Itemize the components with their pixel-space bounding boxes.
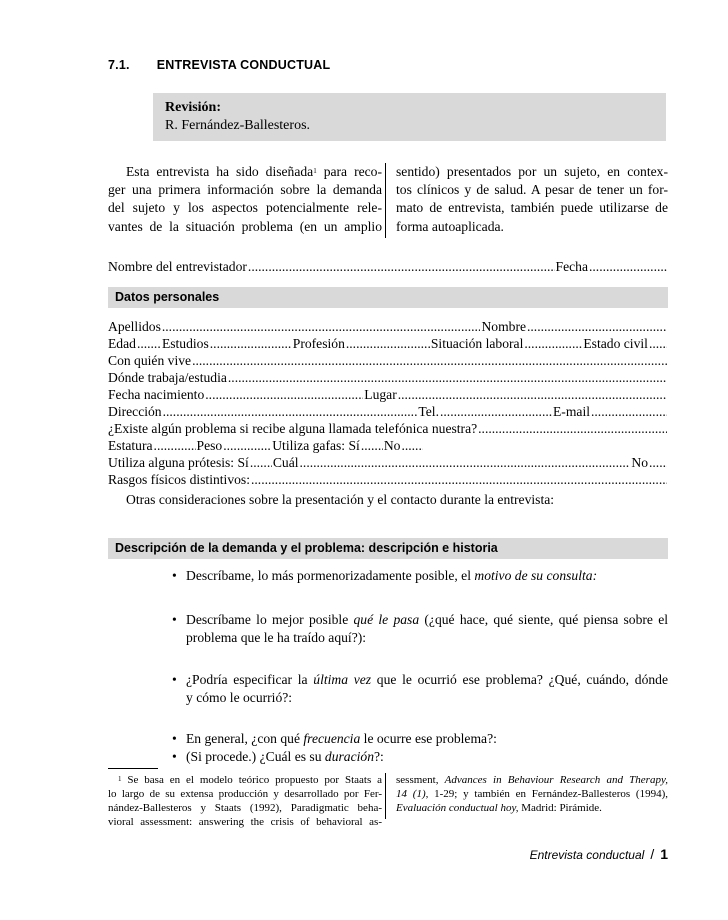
lives-with-field[interactable] <box>192 352 667 370</box>
weight-field[interactable] <box>223 437 271 455</box>
studies-field[interactable] <box>210 335 292 353</box>
intro-left-line-4: vantes de la situación problema (en un amplio <box>108 218 382 234</box>
name-label: Nombre <box>481 319 526 334</box>
which-label: Cuál <box>272 455 299 470</box>
name-field[interactable] <box>527 318 667 336</box>
question-what-happens: • Descríbame lo mejor posible qué le pasa (¿qué hace, qué siente, qué piensa sobre el problema que le ha traído aquí?): <box>172 611 668 647</box>
question-duration: • (Si procede.) ¿Cuál es su duración?: <box>172 748 668 766</box>
address-label: Dirección <box>108 404 162 419</box>
intro-right-line-3: mato de entrevista, también puede utilizarse de <box>396 200 668 216</box>
revision-label: Revisión: <box>165 100 221 115</box>
workplace-field[interactable] <box>228 369 667 387</box>
date-label: Fecha <box>555 259 588 274</box>
footnote-divider <box>385 773 386 819</box>
revision-author: R. Fernández-Ballesteros. <box>165 118 311 133</box>
phone-label: Tel. <box>418 404 439 419</box>
footnote-left: $^1$ Se basa en el modelo teórico propuesto por Staats a lo largo de su extensa producción y desarrollado por Fer- nández-Ballesteros y Staats (1992), Paradigmatic beha- vioral assessment: answering the crisis of behavioral as- <box>108 774 382 828</box>
phone-call-question: ¿Existe algún problema si recibe alguna llamada telefónica nuestra? <box>108 421 478 436</box>
prosthesis-line[interactable] <box>108 454 668 472</box>
intro-left-line-1: Esta entrevista ha sido diseñada$^1$ para reco- <box>126 164 382 179</box>
prosthesis-label: Utiliza alguna prótesis: Sí <box>108 455 249 470</box>
height-label: Estatura <box>108 438 153 453</box>
address-line[interactable] <box>108 403 668 421</box>
intro-right-column <box>396 163 668 236</box>
column-divider <box>385 163 386 238</box>
interviewer-label: Nombre del entrevistador <box>108 259 247 274</box>
height-field[interactable] <box>154 437 196 455</box>
marital-status-field[interactable] <box>649 335 667 353</box>
interviewer-field[interactable] <box>248 258 555 276</box>
demand-heading-text: Descripción de la demanda y el problema: descripción e historia <box>115 541 498 555</box>
workplace-label: Dónde trabaja/estudia <box>108 370 227 385</box>
page-number: 1 <box>660 846 668 862</box>
weight-label: Peso <box>196 438 223 453</box>
profession-label: Profesión <box>292 336 345 351</box>
surname-field[interactable] <box>162 318 481 336</box>
footnote-right: sessment, Advances in Behaviour Research and Therapy, 14 (1), 1-29; y también en Fernández-Ballesteros (1994), Evaluación conductual hoy, Madrid: Pirámide. <box>396 774 668 814</box>
footnote-rule <box>108 768 158 769</box>
studies-label: Estudios <box>161 336 209 351</box>
footnote-ref: 1 <box>313 167 317 175</box>
interviewer-line[interactable] <box>108 258 668 276</box>
prosthesis-no-label: No <box>631 455 648 470</box>
other-considerations: Otras consideraciones sobre la presentación y el contacto durante la entrevista: <box>126 492 555 507</box>
section-number: 7.1. <box>108 58 130 72</box>
phone-field[interactable] <box>440 403 552 421</box>
question-frequency: • En general, ¿con qué frecuencia le ocurre ese problema?: <box>172 730 668 748</box>
prosthesis-yes-field[interactable] <box>250 454 272 472</box>
page-footer <box>530 846 668 862</box>
age-field[interactable] <box>137 335 161 353</box>
lives-with-label: Con quién vive <box>108 353 192 368</box>
surname-label: Apellidos <box>108 319 161 334</box>
employment-label: Situación laboral <box>430 336 524 351</box>
features-line[interactable] <box>108 471 668 489</box>
which-field[interactable] <box>300 454 631 472</box>
glasses-no-label: No <box>383 438 401 453</box>
personal-data-heading <box>108 287 668 308</box>
intro-left-line-2: ger una primera información sobre la demanda <box>108 182 382 198</box>
demand-heading <box>108 538 668 559</box>
age-label: Edad <box>108 336 136 351</box>
question-consultation: • Descríbame, lo más pormenorizadamente posible, el motivo de su consulta: <box>172 567 668 585</box>
footnote-mark: 1 <box>118 775 122 783</box>
glasses-yes-field[interactable] <box>361 437 383 455</box>
intro-right-line-2: tos clínicos y de salud. A pesar de tener un for- <box>396 182 668 198</box>
footer-slash: / <box>650 846 655 862</box>
birthplace-field[interactable] <box>398 386 667 404</box>
surname-name-line[interactable] <box>108 318 668 336</box>
email-label: E-mail <box>553 404 590 419</box>
birthplace-label: Lugar <box>364 387 397 402</box>
profession-field[interactable] <box>346 335 430 353</box>
intro-right-line-1: sentido) presentados por un sujeto, en contex- <box>396 164 668 179</box>
birthdate-label: Fecha nacimiento <box>108 387 205 402</box>
workplace-line[interactable] <box>108 369 668 387</box>
marital-status-label: Estado civil <box>583 336 648 351</box>
phone-call-line[interactable] <box>108 420 668 438</box>
intro-left-line-3: del sujeto y los aspectos potencialmente rele- <box>108 200 382 216</box>
age-studies-line[interactable] <box>108 335 668 353</box>
personal-data-heading-text: Datos personales <box>115 290 220 304</box>
employment-field[interactable] <box>524 335 582 353</box>
features-field[interactable] <box>251 471 667 489</box>
features-label: Rasgos físicos distintivos: <box>108 472 250 487</box>
email-field[interactable] <box>591 403 667 421</box>
intro-right-line-4: forma autoaplicada. <box>396 218 504 234</box>
question-last-time: • ¿Podría especificar la última vez que le ocurrió ese problema? ¿Qué, cuándo, dónde y cómo le ocurrió?: <box>172 671 668 707</box>
prosthesis-no-field[interactable] <box>649 454 667 472</box>
intro-left-column <box>108 163 382 236</box>
section-header <box>108 58 330 72</box>
birthdate-field[interactable] <box>205 386 363 404</box>
date-field[interactable] <box>589 258 667 276</box>
glasses-label: Utiliza gafas: Sí <box>272 438 360 453</box>
glasses-no-field[interactable] <box>401 437 423 455</box>
address-field[interactable] <box>163 403 418 421</box>
height-weight-line[interactable] <box>108 437 668 455</box>
birth-line[interactable] <box>108 386 668 404</box>
revision-box <box>153 93 666 141</box>
footer-title: Entrevista conductual <box>529 848 645 862</box>
section-title: ENTREVISTA CONDUCTUAL <box>156 58 331 72</box>
lives-with-line[interactable] <box>108 352 668 370</box>
phone-call-field[interactable] <box>478 420 667 438</box>
